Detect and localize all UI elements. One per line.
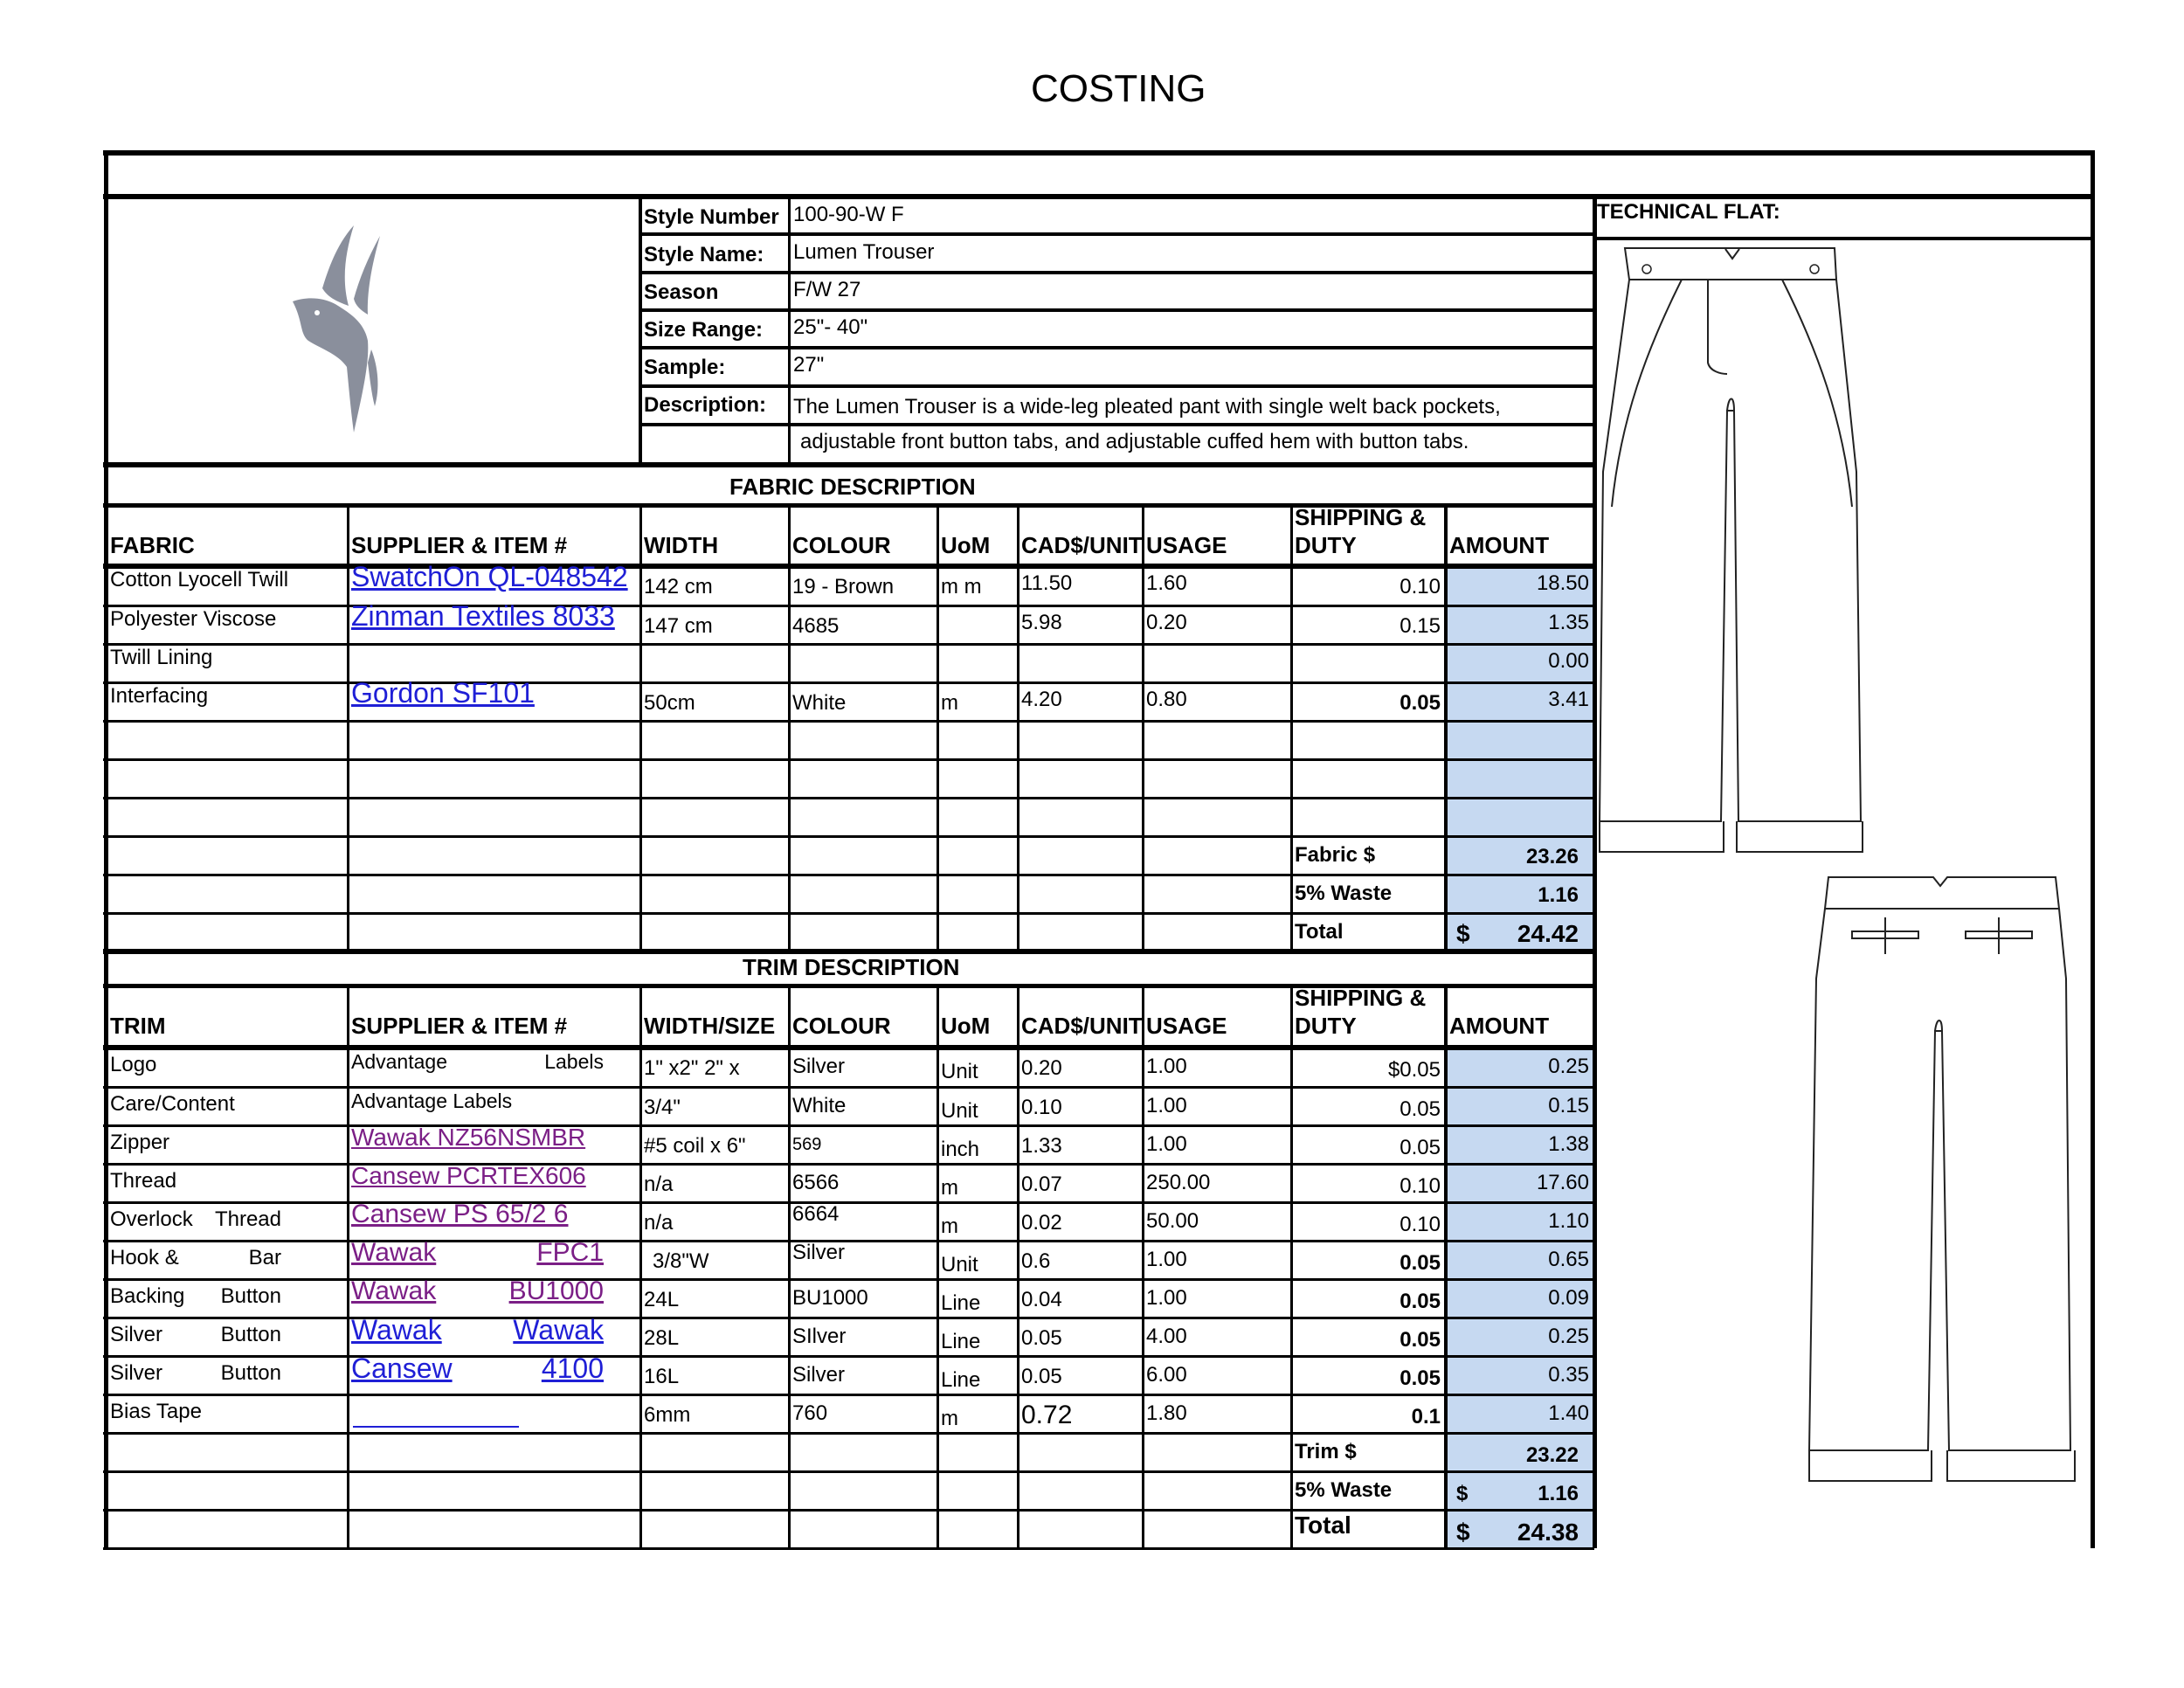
trim-total-value: 24.38 xyxy=(1517,1519,1579,1546)
trim-name: Logo xyxy=(110,1053,157,1076)
fabric-width: 147 cm xyxy=(644,614,713,638)
grid-line xyxy=(103,150,2095,156)
grid-line xyxy=(1142,986,1144,1548)
trim-shipping: $0.05 xyxy=(1387,1058,1441,1082)
trim-uom: Unit xyxy=(941,1253,978,1276)
fabric-width: 142 cm xyxy=(644,575,713,598)
trim-supplier: Advantage xyxy=(351,1050,447,1073)
fabric-col-amount-header: AMOUNT xyxy=(1449,532,1550,558)
trim-supplier[interactable]: Wawak xyxy=(351,1276,437,1305)
trim-cad-unit: 0.05 xyxy=(1021,1365,1062,1388)
trim-size: 16L xyxy=(644,1365,680,1388)
trim-amount: 0.15 xyxy=(1548,1094,1589,1117)
trim-uom: Line xyxy=(941,1330,981,1353)
trim-size: 3/8"W xyxy=(653,1249,709,1273)
fabric-uom: m xyxy=(941,691,958,715)
trim-supplier-secondary: Labels xyxy=(544,1050,604,1073)
grid-line xyxy=(103,605,1594,607)
trim-size: 1" x2" 2" x xyxy=(644,1056,740,1080)
fabric-shipping: 0.15 xyxy=(1400,614,1441,638)
trim-cad-unit: 0.02 xyxy=(1021,1211,1062,1235)
trim-name-secondary: Button xyxy=(220,1284,281,1308)
trim-supplier-secondary[interactable]: Wawak xyxy=(513,1314,604,1346)
grid-line xyxy=(103,1278,1594,1281)
fabric-name: Twill Lining xyxy=(110,646,213,669)
trim-supplier[interactable]: Cansew PS 65/2 6 xyxy=(351,1200,569,1228)
trim-name: Silver xyxy=(110,1361,163,1385)
grid-line xyxy=(103,1432,1594,1435)
trim-amount: 1.40 xyxy=(1548,1401,1589,1425)
trim-shipping: 0.05 xyxy=(1400,1366,1441,1390)
trim-col-amount-header: AMOUNT xyxy=(1449,1013,1550,1039)
trim-supplier[interactable]: Cansew xyxy=(351,1352,453,1384)
grid-line xyxy=(104,153,108,1548)
grid-line xyxy=(103,1394,1594,1396)
trim-col-supplier-header: SUPPLIER & ITEM # xyxy=(351,1013,568,1039)
trim-supplier: Advantage Labels xyxy=(351,1090,513,1112)
grid-line xyxy=(103,758,1594,761)
trim-usage: 1.00 xyxy=(1146,1055,1187,1078)
grid-line xyxy=(103,194,2095,199)
trim-supplier[interactable]: Cansew PCRTEX606 xyxy=(351,1162,586,1189)
trim-uom: m xyxy=(941,1214,958,1238)
fabric-colour: White xyxy=(792,691,847,715)
grid-line xyxy=(103,1317,1594,1319)
fabric-amount: 3.41 xyxy=(1548,688,1589,711)
trim-amount: 1.38 xyxy=(1548,1132,1589,1156)
trim-name: Zipper xyxy=(110,1131,170,1154)
fabric-width: 50cm xyxy=(644,691,695,715)
trim-usage: 1.00 xyxy=(1146,1132,1187,1156)
trim-supplier-secondary[interactable]: FPC1 xyxy=(536,1238,604,1267)
grid-line xyxy=(103,797,1594,799)
grid-line xyxy=(103,564,1596,569)
fabric-shipping: 0.10 xyxy=(1400,575,1441,598)
grid-line xyxy=(103,1240,1594,1242)
fabric-col-duty-header: DUTY xyxy=(1295,532,1357,558)
grid-line xyxy=(936,505,939,951)
trim-usage: 4.00 xyxy=(1146,1325,1187,1348)
fabric-total-label: Fabric $ xyxy=(1295,843,1376,867)
fabric-usage: 0.80 xyxy=(1146,688,1187,711)
grid-line xyxy=(103,643,1594,646)
trim-uom: m xyxy=(941,1176,958,1200)
grid-line xyxy=(1017,505,1019,951)
trim-size: #5 coil x 6" xyxy=(644,1134,746,1158)
trim-size: 24L xyxy=(644,1288,680,1311)
trouser-front-flat-icon xyxy=(1594,245,1883,865)
grid-line xyxy=(103,1045,1596,1050)
trim-col-duty-header: DUTY xyxy=(1295,1013,1357,1039)
trim-amount: 0.65 xyxy=(1548,1248,1589,1271)
trim-col-width-header: WIDTH/SIZE xyxy=(644,1013,776,1039)
trim-amount: 0.09 xyxy=(1548,1286,1589,1310)
trim-name: Bias Tape xyxy=(110,1400,202,1423)
fabric-total-currency: $ xyxy=(1456,920,1470,947)
trim-usage: 1.00 xyxy=(1146,1094,1187,1117)
trim-name: Hook & xyxy=(110,1246,179,1269)
grid-line xyxy=(103,1086,1594,1089)
trim-total-value: 23.22 xyxy=(1525,1443,1579,1467)
bias-tape-supplier-link[interactable] xyxy=(353,1426,519,1428)
fabric-amount: 0.00 xyxy=(1548,649,1589,673)
fabric-section-title: FABRIC DESCRIPTION xyxy=(729,474,976,500)
grid-line xyxy=(103,1163,1594,1166)
trim-total-currency: $ xyxy=(1456,1519,1470,1546)
trim-name: Overlock xyxy=(110,1207,193,1231)
grid-line xyxy=(347,505,349,951)
hummingbird-logo-icon xyxy=(284,218,406,437)
grid-line xyxy=(1594,237,2095,240)
grid-line xyxy=(639,505,642,951)
trim-size: n/a xyxy=(644,1173,674,1196)
grid-line xyxy=(103,681,1594,684)
fabric-total-label: 5% Waste xyxy=(1295,882,1393,905)
trim-uom: Line xyxy=(941,1291,981,1315)
fabric-cad-unit: 11.50 xyxy=(1021,571,1073,595)
grid-line xyxy=(936,986,939,1548)
fabric-total-value: 1.16 xyxy=(1538,883,1579,907)
fabric-col-cad-header: CAD$/UNIT xyxy=(1021,532,1143,558)
size-range-label: Size Range: xyxy=(644,318,764,342)
style-number-label: Style Number xyxy=(644,205,779,229)
grid-line xyxy=(640,384,1594,388)
grid-line xyxy=(1444,505,1448,951)
grid-line xyxy=(1290,986,1293,1548)
trim-usage: 250.00 xyxy=(1146,1171,1211,1194)
description-line-1: The Lumen Trouser is a wide-leg pleated pant with single welt back pockets, xyxy=(793,395,1501,419)
fabric-col-colour-header: COLOUR xyxy=(792,532,891,558)
fabric-supplier-link[interactable]: Zinman Textiles 8033 xyxy=(351,600,615,632)
fabric-col-supplier-header: SUPPLIER & ITEM # xyxy=(351,532,568,558)
trim-colour: 569 xyxy=(792,1135,822,1154)
trim-uom: inch xyxy=(941,1138,980,1161)
fabric-amount: 18.50 xyxy=(1536,571,1589,595)
trim-cad-unit: 0.72 xyxy=(1021,1401,1073,1429)
trim-col-item-header: TRIM xyxy=(110,1013,166,1039)
grid-line xyxy=(103,1124,1594,1127)
fabric-supplier-link[interactable]: Gordon SF101 xyxy=(351,677,535,709)
season-value: F/W 27 xyxy=(793,278,861,301)
trim-name-secondary: Bar xyxy=(248,1246,281,1269)
fabric-col-usage-header: USAGE xyxy=(1146,532,1227,558)
fabric-col-shipping-header: SHIPPING & xyxy=(1295,504,1427,530)
trim-cad-unit: 0.07 xyxy=(1021,1173,1062,1196)
fabric-cad-unit: 5.98 xyxy=(1021,611,1062,634)
grid-line xyxy=(1142,505,1144,951)
trim-amount: 0.35 xyxy=(1548,1363,1589,1387)
description-label: Description: xyxy=(644,393,767,417)
style-number-value: 100-90-W F xyxy=(793,203,904,226)
fabric-col-uom-header: UoM xyxy=(941,532,991,558)
size-range-value: 25"- 40" xyxy=(793,315,868,339)
grid-line xyxy=(103,1470,1594,1473)
trim-colour: 6566 xyxy=(792,1171,840,1194)
trim-shipping: 0.05 xyxy=(1400,1097,1441,1121)
grid-line xyxy=(1290,505,1293,951)
trim-shipping: 0.1 xyxy=(1411,1405,1441,1429)
trim-supplier[interactable]: Wawak NZ56NSMBR xyxy=(351,1124,586,1151)
grid-line xyxy=(1017,986,1019,1548)
fabric-total-value: 23.26 xyxy=(1525,845,1579,868)
trim-col-colour-header: COLOUR xyxy=(792,1013,891,1039)
trim-colour: SIlver xyxy=(792,1325,847,1348)
grid-line xyxy=(103,835,1594,838)
trim-usage: 6.00 xyxy=(1146,1363,1187,1387)
trim-colour: White xyxy=(792,1094,847,1117)
trim-supplier[interactable]: Wawak xyxy=(351,1314,442,1346)
trim-shipping: 0.05 xyxy=(1400,1251,1441,1275)
grid-line xyxy=(103,1509,1594,1512)
trim-uom: Unit xyxy=(941,1060,978,1083)
grid-line xyxy=(103,1355,1594,1358)
grid-line xyxy=(640,232,1594,236)
fabric-cad-unit: 4.20 xyxy=(1021,688,1062,711)
trim-name: Silver xyxy=(110,1323,163,1346)
trim-name: Thread xyxy=(110,1169,177,1193)
fabric-supplier-link[interactable]: SwatchOn QL-048542 xyxy=(351,561,628,592)
trim-total-label: 5% Waste xyxy=(1295,1478,1393,1502)
grid-line xyxy=(103,874,1594,876)
fabric-usage: 1.60 xyxy=(1146,571,1187,595)
trim-total-label: Total xyxy=(1295,1512,1351,1539)
trim-shipping: 0.05 xyxy=(1400,1290,1441,1313)
trim-name: Care/Content xyxy=(110,1092,235,1116)
fabric-colour: 19 - Brown xyxy=(792,575,895,598)
trim-col-cad-header: CAD$/UNIT xyxy=(1021,1013,1143,1039)
trim-uom: Line xyxy=(941,1368,981,1392)
grid-line xyxy=(103,1547,1594,1550)
page-title: COSTING xyxy=(1031,67,1206,110)
grid-line xyxy=(639,986,642,1548)
season-label: Season xyxy=(644,280,719,304)
style-name-label: Style Name: xyxy=(644,243,764,266)
trim-shipping: 0.10 xyxy=(1400,1174,1441,1198)
grid-line xyxy=(103,1201,1594,1204)
trim-supplier-secondary[interactable]: BU1000 xyxy=(508,1276,604,1305)
fabric-colour: 4685 xyxy=(792,614,840,638)
trim-usage: 1.80 xyxy=(1146,1401,1187,1425)
fabric-shipping: 0.05 xyxy=(1400,691,1441,715)
trim-uom: m xyxy=(941,1407,958,1430)
trim-usage: 1.00 xyxy=(1146,1286,1187,1310)
style-name-value: Lumen Trouser xyxy=(793,240,935,264)
trim-usage: 1.00 xyxy=(1146,1248,1187,1271)
trim-colour: BU1000 xyxy=(792,1286,868,1310)
trim-cad-unit: 0.6 xyxy=(1021,1249,1051,1273)
grid-line xyxy=(103,720,1594,723)
trim-shipping: 0.05 xyxy=(1400,1328,1441,1352)
trim-supplier-secondary[interactable]: 4100 xyxy=(541,1352,604,1384)
trim-cad-unit: 1.33 xyxy=(1021,1134,1062,1158)
grid-line xyxy=(103,912,1594,915)
fabric-total-value: 24.42 xyxy=(1517,920,1579,947)
fabric-amount: 1.35 xyxy=(1548,611,1589,634)
trim-amount: 0.25 xyxy=(1548,1325,1589,1348)
fabric-col-width-header: WIDTH xyxy=(644,532,719,558)
trim-colour: 6664 xyxy=(792,1202,840,1226)
fabric-total-label: Total xyxy=(1295,920,1344,944)
trim-name-secondary: Button xyxy=(220,1323,281,1346)
trim-cad-unit: 0.04 xyxy=(1021,1288,1062,1311)
trim-name-secondary: Button xyxy=(220,1361,281,1385)
trim-total-label: Trim $ xyxy=(1295,1440,1357,1463)
trim-colour: Silver xyxy=(792,1241,846,1264)
trim-colour: Silver xyxy=(792,1055,846,1078)
grid-line xyxy=(788,986,791,1548)
trim-usage: 50.00 xyxy=(1146,1209,1199,1233)
trim-total-currency: $ xyxy=(1456,1482,1469,1505)
fabric-name: Cotton Lyocell Twill xyxy=(110,568,289,591)
grid-line xyxy=(347,986,349,1548)
trim-cad-unit: 0.05 xyxy=(1021,1326,1062,1350)
fabric-name: Polyester Viscose xyxy=(110,607,277,631)
sample-value: 27" xyxy=(793,353,825,377)
trim-section-title: TRIM DESCRIPTION xyxy=(743,954,960,980)
trim-name: Backing xyxy=(110,1284,185,1308)
trim-supplier[interactable]: Wawak xyxy=(351,1238,437,1267)
grid-line xyxy=(103,462,1596,467)
trim-cad-unit: 0.20 xyxy=(1021,1056,1062,1080)
fabric-name: Interfacing xyxy=(110,684,209,708)
fabric-col-item-header: FABRIC xyxy=(110,532,195,558)
trim-shipping: 0.05 xyxy=(1400,1136,1441,1159)
trim-col-shipping-header: SHIPPING & xyxy=(1295,985,1427,1011)
grid-line xyxy=(2091,153,2095,1548)
trim-uom: Unit xyxy=(941,1099,978,1123)
trim-colour: 760 xyxy=(792,1401,828,1425)
trim-amount: 0.25 xyxy=(1548,1055,1589,1078)
trouser-back-flat-icon xyxy=(1804,874,2084,1496)
trim-col-uom-header: UoM xyxy=(941,1013,991,1039)
grid-line xyxy=(1444,986,1448,1548)
trim-size: 3/4" xyxy=(644,1096,681,1119)
grid-line xyxy=(640,346,1594,349)
description-line-2: adjustable front button tabs, and adjustable cuffed hem with button tabs. xyxy=(800,430,1469,453)
trim-size: 6mm xyxy=(644,1403,691,1427)
trim-col-usage-header: USAGE xyxy=(1146,1013,1227,1039)
grid-line xyxy=(788,505,791,951)
trim-amount: 17.60 xyxy=(1536,1171,1589,1194)
trim-total-value: 1.16 xyxy=(1538,1482,1579,1505)
sample-label: Sample: xyxy=(644,356,726,379)
grid-line xyxy=(640,308,1594,312)
trim-name-secondary: Thread xyxy=(214,1207,281,1231)
grid-line xyxy=(640,271,1594,274)
trim-cad-unit: 0.10 xyxy=(1021,1096,1062,1119)
trim-shipping: 0.10 xyxy=(1400,1213,1441,1236)
trim-amount: 1.10 xyxy=(1548,1209,1589,1233)
trim-size: n/a xyxy=(644,1211,674,1235)
grid-line xyxy=(640,423,1594,426)
trim-colour: Silver xyxy=(792,1363,846,1387)
technical-flat-label: TECHNICAL FLAT: xyxy=(1597,200,1780,224)
trim-size: 28L xyxy=(644,1326,680,1350)
fabric-usage: 0.20 xyxy=(1146,611,1187,634)
fabric-uom: m m xyxy=(941,575,982,598)
